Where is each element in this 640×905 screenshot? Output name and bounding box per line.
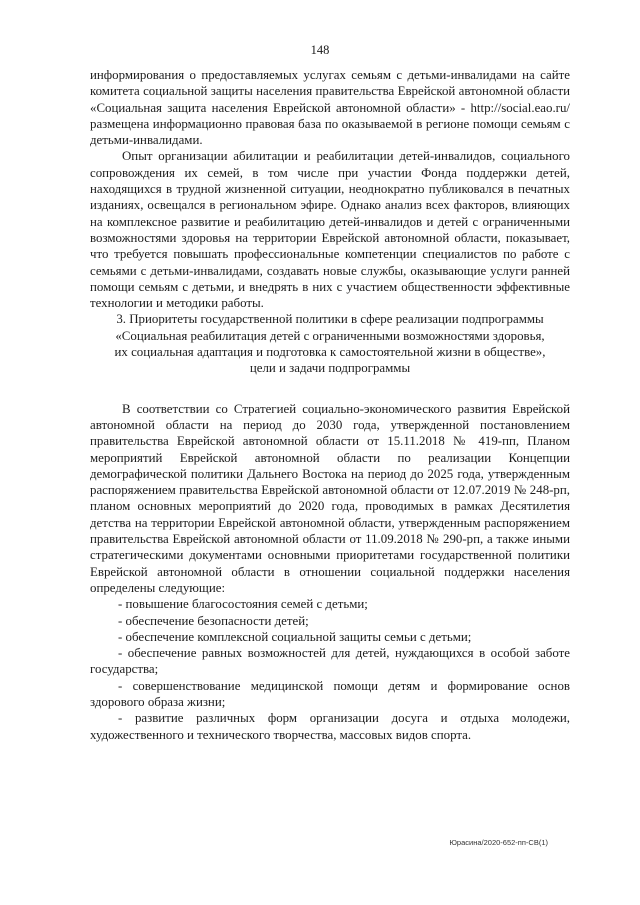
priority-item: - совершенствование медицинской помощи детям и формирование основ здорового образа жизни; [90,678,570,709]
spacer [90,377,570,401]
section-heading: 3. Приоритеты государственной политики в сфере реализации подпрограммы «Социальная реабилитация детей с ограниченными возможностями здоровья, их социальная адаптация и подготовка к самостоятельной жизни в обществе», цели и задачи подпрограммы [114,312,546,376]
priority-item: - обеспечение комплексной социальной защиты семьи с детьми; [118,629,472,644]
priority-item: - обеспечение равных возможностей для детей, нуждающихся в особой заботе государства; [90,646,570,677]
priority-item: - обеспечение безопасности детей; [118,613,309,628]
paragraph-experience: Опыт организации абилитации и реабилитации детей-инвалидов, социального сопровождения их семей, в том числе при участии Фонда поддержки детей, находящихся в трудной жизненной ситуации, неоднократно публиковался в печатных изданиях, освещался в региональном эфире. Однако анализ всех факторов, влияющих на комплексное развитие и реабилитацию детей-инвалидов и детей с ограниченными возможностями здоровья на территории Еврейской автономной области, показывает, что требуется повышать профессиональные компетенции специалистов по работе с семьями с детьми-инвалидами, создавать новые службы, оказывающие услуги ранней помощи семьям с детьми, и внедрять в них с участием общественности эффективные технологии и методики работы. [90,149,570,311]
page-number: 148 [310,43,330,57]
paragraph-info-portal: информирования о предоставляемых услугах семьям с детьми-инвалидами на сайте комитета социальной защиты населения правительства Еврейской автономной области «Социальная защита населения Еврейской автономной области» - http://social.eao.ru/ размещена информационно правовая база по оказываемой в регионе помощи семьям с детьми-инвалидами. [90,68,570,148]
priority-item: - повышение благосостояния семей с детьми; [118,597,368,612]
priority-item: - развитие различных форм организации досуга и отдыха молодежи, художественного и технического творчества, массовых видов спорта. [90,711,570,742]
paragraph-strategy: В соответствии со Стратегией социально-экономического развития Еврейской автономной области на период до 2030 года, утвержденной постановлением правительства Еврейской автономной области от 15.11.2018 № 419-пп, Планом мероприятий Еврейской автономной области по реализации Концепции демографической политики Дальнего Востока на период до 2025 года, утвержденным распоряжением правительства Еврейской автономной области от 12.07.2019 № 248-рп, планом основных мероприятий до 2020 года, проводимых в рамках Десятилетия детства на территории Еврейской автономной области, утвержденным распоряжением правительства Еврейской автономной области от 11.09.2018 № 290-рп, а также иными стратегическими документами основными приоритетами государственной политики Еврейской автономной области в отношении социальной поддержки населения определены следующие: [90,401,570,595]
document-body [90,67,570,743]
document-code: Юрасина/2020-652-пп-СВ(1) [449,838,548,847]
